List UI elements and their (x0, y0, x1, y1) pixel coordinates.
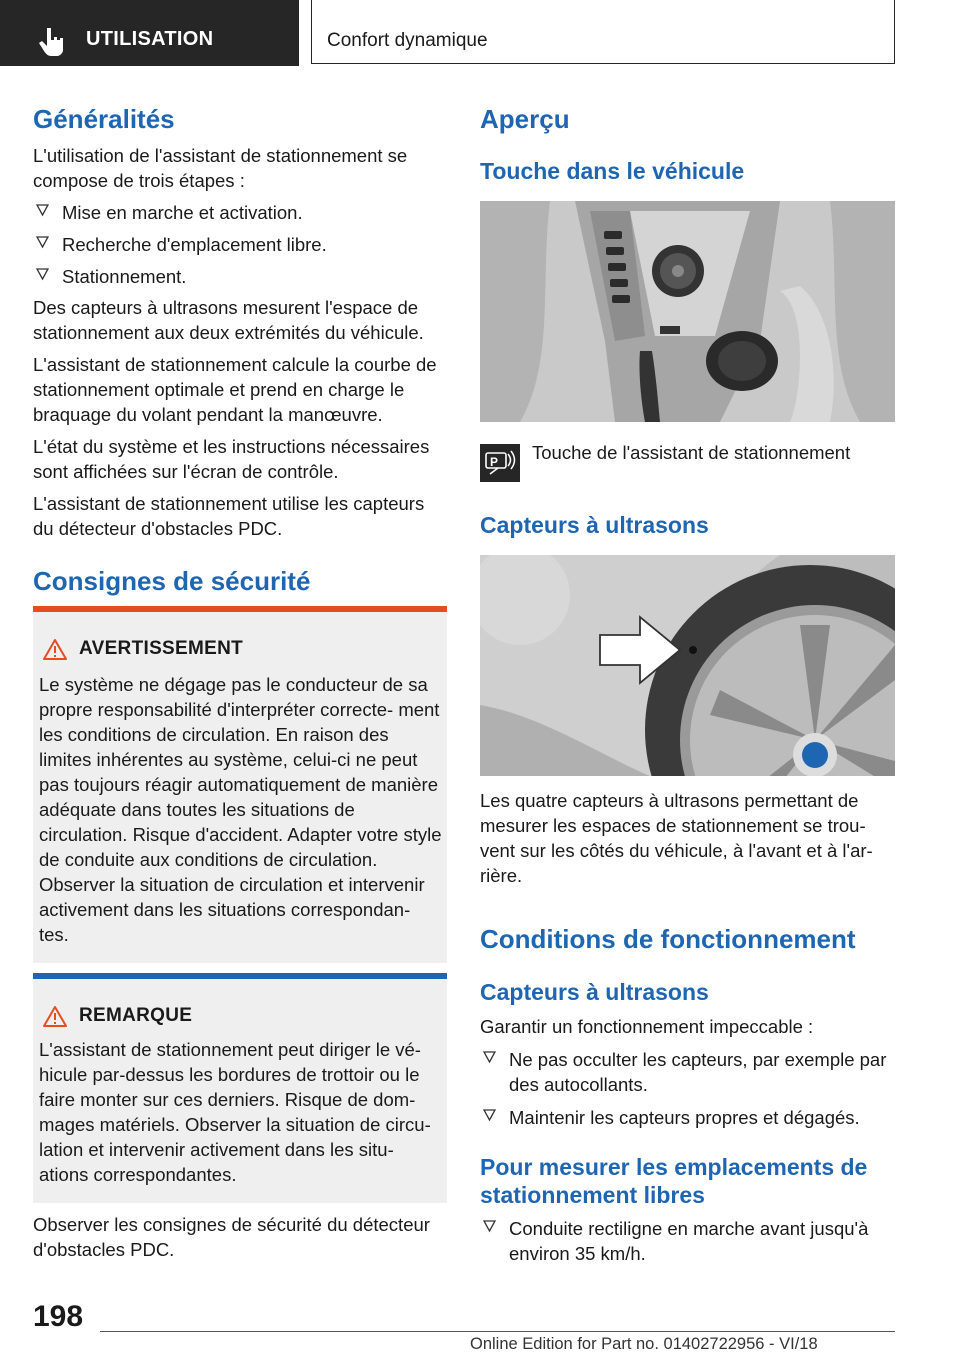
warning-label: AVERTISSEMENT (79, 638, 244, 659)
note-label: REMARQUE (79, 1005, 193, 1026)
bullet-triangle-icon (36, 204, 49, 217)
note-text: L'assistant de stationnement peut diriger le vé- hicule par-dessus les bordures de trottoir ou le faire monter sur ces derniers. Risque de dom- mages matériels. Observer la situation de circu- lation et intervenir activement dans les situ- ations correspondantes. (39, 1039, 431, 1185)
paragraph: L'assistant de stationnement calcule la courbe de stationnement optimale et prend en charge le braquage du volant pendant la manœuvre. (33, 354, 437, 425)
generalites-section (33, 104, 447, 541)
list-item: Recherche d'emplacement libre. (33, 232, 447, 257)
footer-divider (100, 1331, 895, 1332)
button-caption: Touche de l'assistant de stationnement (532, 442, 851, 463)
vehicle-console-image (480, 201, 895, 422)
note-box (33, 973, 447, 1203)
bullet-triangle-icon (36, 236, 49, 249)
subsection-heading: Capteurs à ultrasons (480, 979, 709, 1005)
paragraph: L'utilisation de l'assistant de stationnement se compose de trois étapes : (33, 145, 408, 191)
bullet-triangle-icon (483, 1109, 496, 1122)
list-item: Ne pas occulter les capteurs, par exemple par des autocollants. (480, 1047, 895, 1097)
list-item: Conduite rectiligne en marche avant jusqu'à environ 35 km/h. (480, 1216, 895, 1266)
page-number: 198 (33, 1300, 84, 1333)
warning-text: Le système ne dégage pas le conducteur de sa propre responsabilité d'interpréter correcte- ment les conditions de circulation. En raison des limites inhérentes au système, celui-ci ne peut pas toujours réagir automatiquement de manière adéquate dans toutes les situations de circulation. Risque d'accident. Adapter votre style de conduite aux conditions de circulation. Observer la situation de circulation et intervenir activement dans les situations correspondan- tes. (39, 674, 442, 945)
hand-pointer-icon (38, 26, 66, 56)
paragraph: L'assistant de stationnement utilise les capteurs du détecteur d'obstacles PDC. (33, 493, 425, 539)
section-heading: Généralités (33, 104, 175, 134)
bullet-triangle-icon (483, 1051, 496, 1064)
warning-triangle-icon (43, 638, 67, 660)
subsection-heading: Pour mesurer les emplacements de stationnement libres (480, 1154, 868, 1208)
chapter-title: Confort dynamique (327, 30, 488, 51)
ultrasonic-sensor-image (480, 555, 895, 776)
edition-footer: Online Edition for Part no. 01402722956 - VI/18 (470, 1335, 818, 1353)
subsection-heading: Touche dans le véhicule (480, 158, 745, 184)
bullet-triangle-icon (36, 268, 49, 281)
paragraph: L'état du système et les instructions nécessaires sont affichées sur l'écran de contrôle. (33, 436, 430, 482)
warning-triangle-icon (43, 1005, 67, 1027)
section-heading: Aperçu (480, 104, 570, 134)
conditions-block (480, 1014, 895, 1130)
paragraph: Les quatre capteurs à ultrasons permettant de mesurer les espaces de stationnement se trou- vent sur les côtés du véhicule, à l'avant et à l'ar- rière. (480, 790, 873, 886)
parking-assistant-glyph-icon (480, 444, 520, 482)
bullet-triangle-icon (483, 1220, 496, 1233)
section-heading: Consignes de sécurité (33, 566, 311, 596)
list-item: Stationnement. (33, 264, 447, 289)
paragraph: Des capteurs à ultrasons mesurent l'espace de stationnement aux deux extrémités du véhicule. (33, 297, 424, 343)
subsection-heading: Capteurs à ultrasons (480, 512, 709, 538)
section-label: UTILISATION (86, 28, 214, 50)
list-item: Mise en marche et activation. (33, 200, 447, 225)
paragraph: Observer les consignes de sécurité du détecteur d'obstacles PDC. (33, 1214, 430, 1260)
warning-box (33, 606, 447, 963)
paragraph: Garantir un fonctionnement impeccable : (480, 1016, 814, 1037)
section-heading: Conditions de fonctionnement (480, 924, 856, 954)
parking-assistant-button-icon (480, 444, 520, 482)
svg-text:P: P (490, 455, 499, 469)
list-item: Maintenir les capteurs propres et dégagés. (480, 1105, 895, 1130)
